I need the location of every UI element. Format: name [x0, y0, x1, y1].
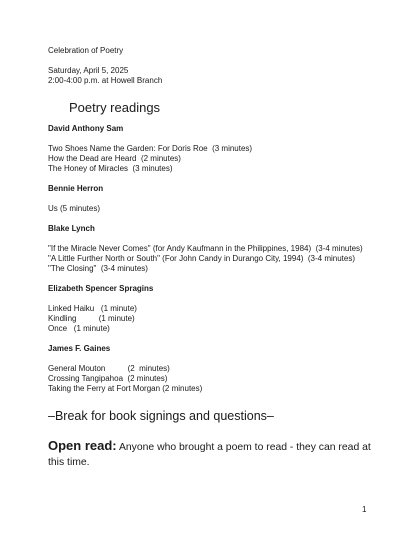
reading-item: "If the Miracle Never Comes" (for Andy Kaufmann in the Philippines, 1984) (3-4 minutes)	[48, 244, 363, 253]
reader-name: David Anthony Sam	[48, 124, 124, 133]
reader-block	[48, 124, 378, 174]
reading-item: Taking the Ferry at Fort Morgan (2 minutes)	[48, 384, 203, 393]
reading-item: "The Closing" (3-4 minutes)	[48, 264, 148, 273]
open-read-text: Anyone who brought a poem to read - they can read at this time.	[48, 442, 371, 468]
reader-block	[48, 224, 378, 274]
reading-item: General Mouton (2 minutes)	[48, 364, 170, 373]
reading-item: The Honey of Miracles (3 minutes)	[48, 164, 173, 173]
reading-item: Linked Haiku (1 minute)	[48, 304, 137, 313]
reading-item: Crossing Tangipahoa (2 minutes)	[48, 374, 168, 383]
event-time-place: 2:00-4:00 p.m. at Howell Branch	[48, 76, 163, 85]
open-read-paragraph	[48, 438, 378, 470]
reader-block	[48, 344, 378, 394]
reader-name: Blake Lynch	[48, 224, 95, 233]
reader-name: Elizabeth Spencer Spragins	[48, 284, 154, 293]
reading-item: "A Little Further North or South" (For John Candy in Durango City, 1994) (3-4 minutes)	[48, 254, 355, 263]
reader-block	[48, 184, 378, 214]
event-date: Saturday, April 5, 2025	[48, 66, 129, 75]
reading-item: How the Dead are Heard (2 minutes)	[48, 154, 181, 163]
open-read-label: Open read:	[48, 438, 117, 453]
document-page	[48, 46, 378, 470]
reader-name: James F. Gaines	[48, 344, 111, 353]
reading-item: Two Shoes Name the Garden: For Doris Roe (3 minutes)	[48, 144, 253, 153]
reading-item: Kindling (1 minute)	[48, 314, 135, 323]
reading-item: Us (5 minutes)	[48, 204, 101, 213]
event-title: Celebration of Poetry	[48, 46, 124, 55]
page-number: 1	[362, 505, 367, 514]
reading-item: Once (1 minute)	[48, 324, 110, 333]
reader-block	[48, 284, 378, 334]
section-heading: Poetry readings	[69, 100, 161, 115]
reader-name: Bennie Herron	[48, 184, 104, 193]
break-heading: –Break for book signings and questions–	[48, 409, 274, 423]
